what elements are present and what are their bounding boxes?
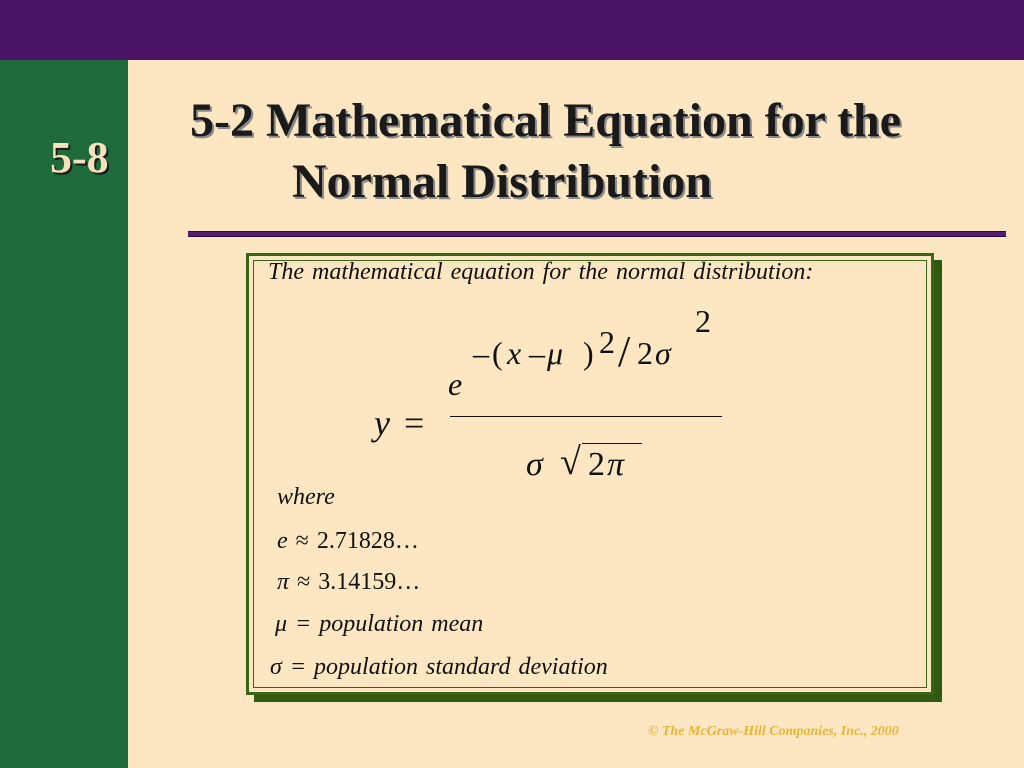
- definition-sigma: [270, 655, 608, 679]
- copyright-notice: © The McGraw-Hill Companies, Inc., 2000: [648, 724, 899, 739]
- exp-open-paren: (: [492, 335, 503, 371]
- definition-e: [277, 529, 419, 553]
- exp-square-1: 2: [599, 324, 615, 360]
- slide-number: 5-8: [50, 133, 109, 182]
- exp-mu: μ: [547, 335, 564, 371]
- slide-title-line1: 5-2 Mathematical Equation for the: [190, 94, 902, 147]
- exp-close-paren: ): [583, 335, 594, 371]
- definition-pi: [277, 570, 420, 594]
- exp-sigma: σ: [655, 335, 671, 371]
- exp-minus-sign: –: [473, 335, 489, 371]
- definition-sigma-symbol: σ: [270, 654, 282, 680]
- exp-square-2: 2: [695, 303, 711, 339]
- equation-equals: =: [404, 403, 425, 443]
- definition-e-value: ≈ 2.71828…: [295, 528, 419, 554]
- definition-e-symbol: e: [277, 528, 288, 554]
- definition-pi-value: ≈ 3.14159…: [297, 569, 421, 595]
- sqrt-overline: [582, 443, 642, 444]
- numerator-e: e: [448, 366, 463, 402]
- title-rule: [188, 231, 1006, 237]
- definition-pi-symbol: π: [277, 569, 290, 595]
- fraction-bar: [450, 416, 722, 417]
- definition-mu: [275, 612, 483, 636]
- slide-title-line2: Normal Distribution: [292, 155, 712, 208]
- exp-x: x: [507, 335, 522, 371]
- denominator-pi: π: [607, 446, 625, 483]
- exp-slash: /: [618, 327, 631, 376]
- definition-sigma-value: = population standard deviation: [289, 654, 608, 680]
- denominator-two: 2: [588, 446, 605, 483]
- equation-intro: The mathematical equation for the normal distribution:: [268, 259, 814, 285]
- where-label: where: [277, 484, 335, 510]
- sqrt-symbol: √: [560, 441, 581, 483]
- top-bar: [0, 0, 1024, 60]
- definition-mu-value: = population mean: [295, 611, 484, 637]
- exp-minus: –: [529, 335, 545, 371]
- exp-two: 2: [637, 335, 653, 371]
- equation-y: y: [374, 403, 390, 443]
- definition-mu-symbol: μ: [275, 611, 288, 637]
- denominator-sigma: σ: [526, 446, 543, 483]
